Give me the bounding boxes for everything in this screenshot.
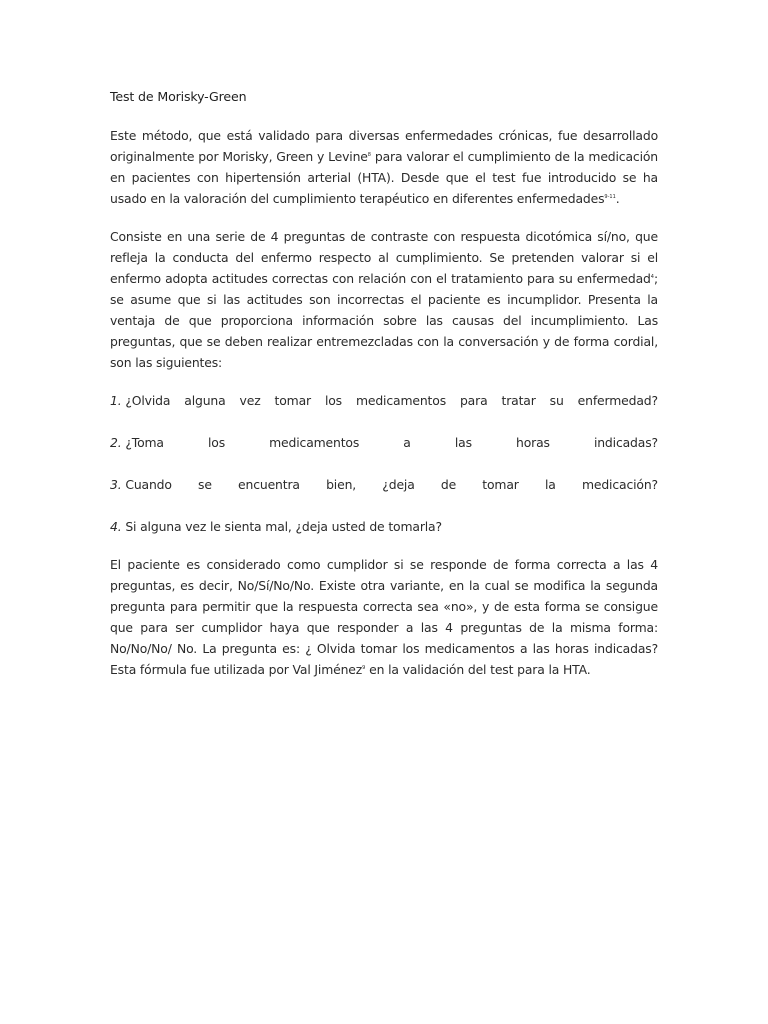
paragraph-intro-text-c: . [615,191,620,206]
paragraph-conclusion-text-a: El paciente es considerado como cumplidor si se responde de forma correcta a las 4 preguntas, es decir, No/Sí/No/No. Existe otra variante, en la cual se modifica la segunda pregunta para permitir que la respuesta correcta sea «no», y de esta forma se consigue que para ser cumplidor haya que responder a las 4 preguntas de la misma forma: No/No/No/ No. La pregunta es: ¿ Olvida tomar los medicamentos a las horas indicadas? Esta fórmula fue utilizada por Val Jiménez [110,557,658,677]
reference-superscript: 4 [650,274,654,280]
question-word: medicación? [581,477,658,492]
paragraph-conclusion-text-b: en la validación del test para la HTA. [365,662,591,677]
question-number: 2. [110,435,122,450]
question-number: 3. [110,477,122,492]
question-word: tomar [274,393,311,408]
question-word: tomar [482,477,519,492]
paragraph-description-text-b: ; se asume que si las actitudes son incorrectas el paciente es incumplidor. Presenta la ventaja de que proporciona información sobre las causas del incumplimiento. Las preguntas, que se deben realizar entremezcladas con la conversación y de forma cordial, son las siguientes: [110,271,658,370]
question-word: encuentra [238,477,300,492]
question-word: vez [239,393,261,408]
paragraph-description-text-a: Consiste en una serie de 4 preguntas de contraste con respuesta dicotómica sí/no, que refleja la conducta del enfermo respecto al cumplimiento. Se pretenden valorar si el enfermo adopta actitudes correctas con relación con el tratamiento para su enfermedad [110,229,658,286]
question-word: para [459,393,488,408]
question-3 [110,474,658,495]
reference-superscript: 9-11 [604,194,616,200]
question-word: ¿deja [382,477,415,492]
question-word: tratar [501,393,536,408]
reference-superscript: 8 [367,152,371,158]
question-1 [110,390,658,411]
question-word: los [207,435,226,450]
document-title: Test de Morisky-Green [110,89,247,104]
question-word: medicamentos [355,393,446,408]
question-word: 2. ¿Toma [110,435,164,450]
paragraph-intro-text-a: Este método, que está validado para diversas enfermedades crónicas, fue desarrollado originalmente por Morisky, Green y Levine [110,128,658,164]
reference-superscript: 9 [362,665,366,671]
question-word: de [440,477,457,492]
question-word: su [549,393,564,408]
question-word: 3. Cuando [110,477,172,492]
question-number: 1. [110,393,122,408]
question-word: a [403,435,411,450]
question-text: Si alguna vez le sienta mal, ¿deja usted de tomarla? [121,519,442,534]
question-word: medicamentos [269,435,360,450]
paragraph-description [110,226,658,373]
document-page [110,86,658,697]
question-word: enfermedad? [577,393,658,408]
paragraph-conclusion [110,554,658,680]
question-2 [110,432,658,453]
paragraph-intro [110,125,658,209]
question-word: alguna [184,393,226,408]
paragraph-intro-text-b: para valorar el cumplimiento de la medicación en pacientes con hipertensión arterial (HTA). Desde que el test fue introducido se ha usado en la valoración del cumplimiento terapéutico en diferentes enfermedades [110,149,658,206]
question-number: 4. [110,519,122,534]
question-word: la [544,477,556,492]
question-4 [110,516,658,537]
question-word: bien, [326,477,357,492]
question-word: los [324,393,342,408]
question-word: indicadas? [593,435,658,450]
question-word: horas [516,435,550,450]
question-word: 1. ¿Olvida [110,393,171,408]
question-word: las [454,435,472,450]
question-word: se [198,477,212,492]
